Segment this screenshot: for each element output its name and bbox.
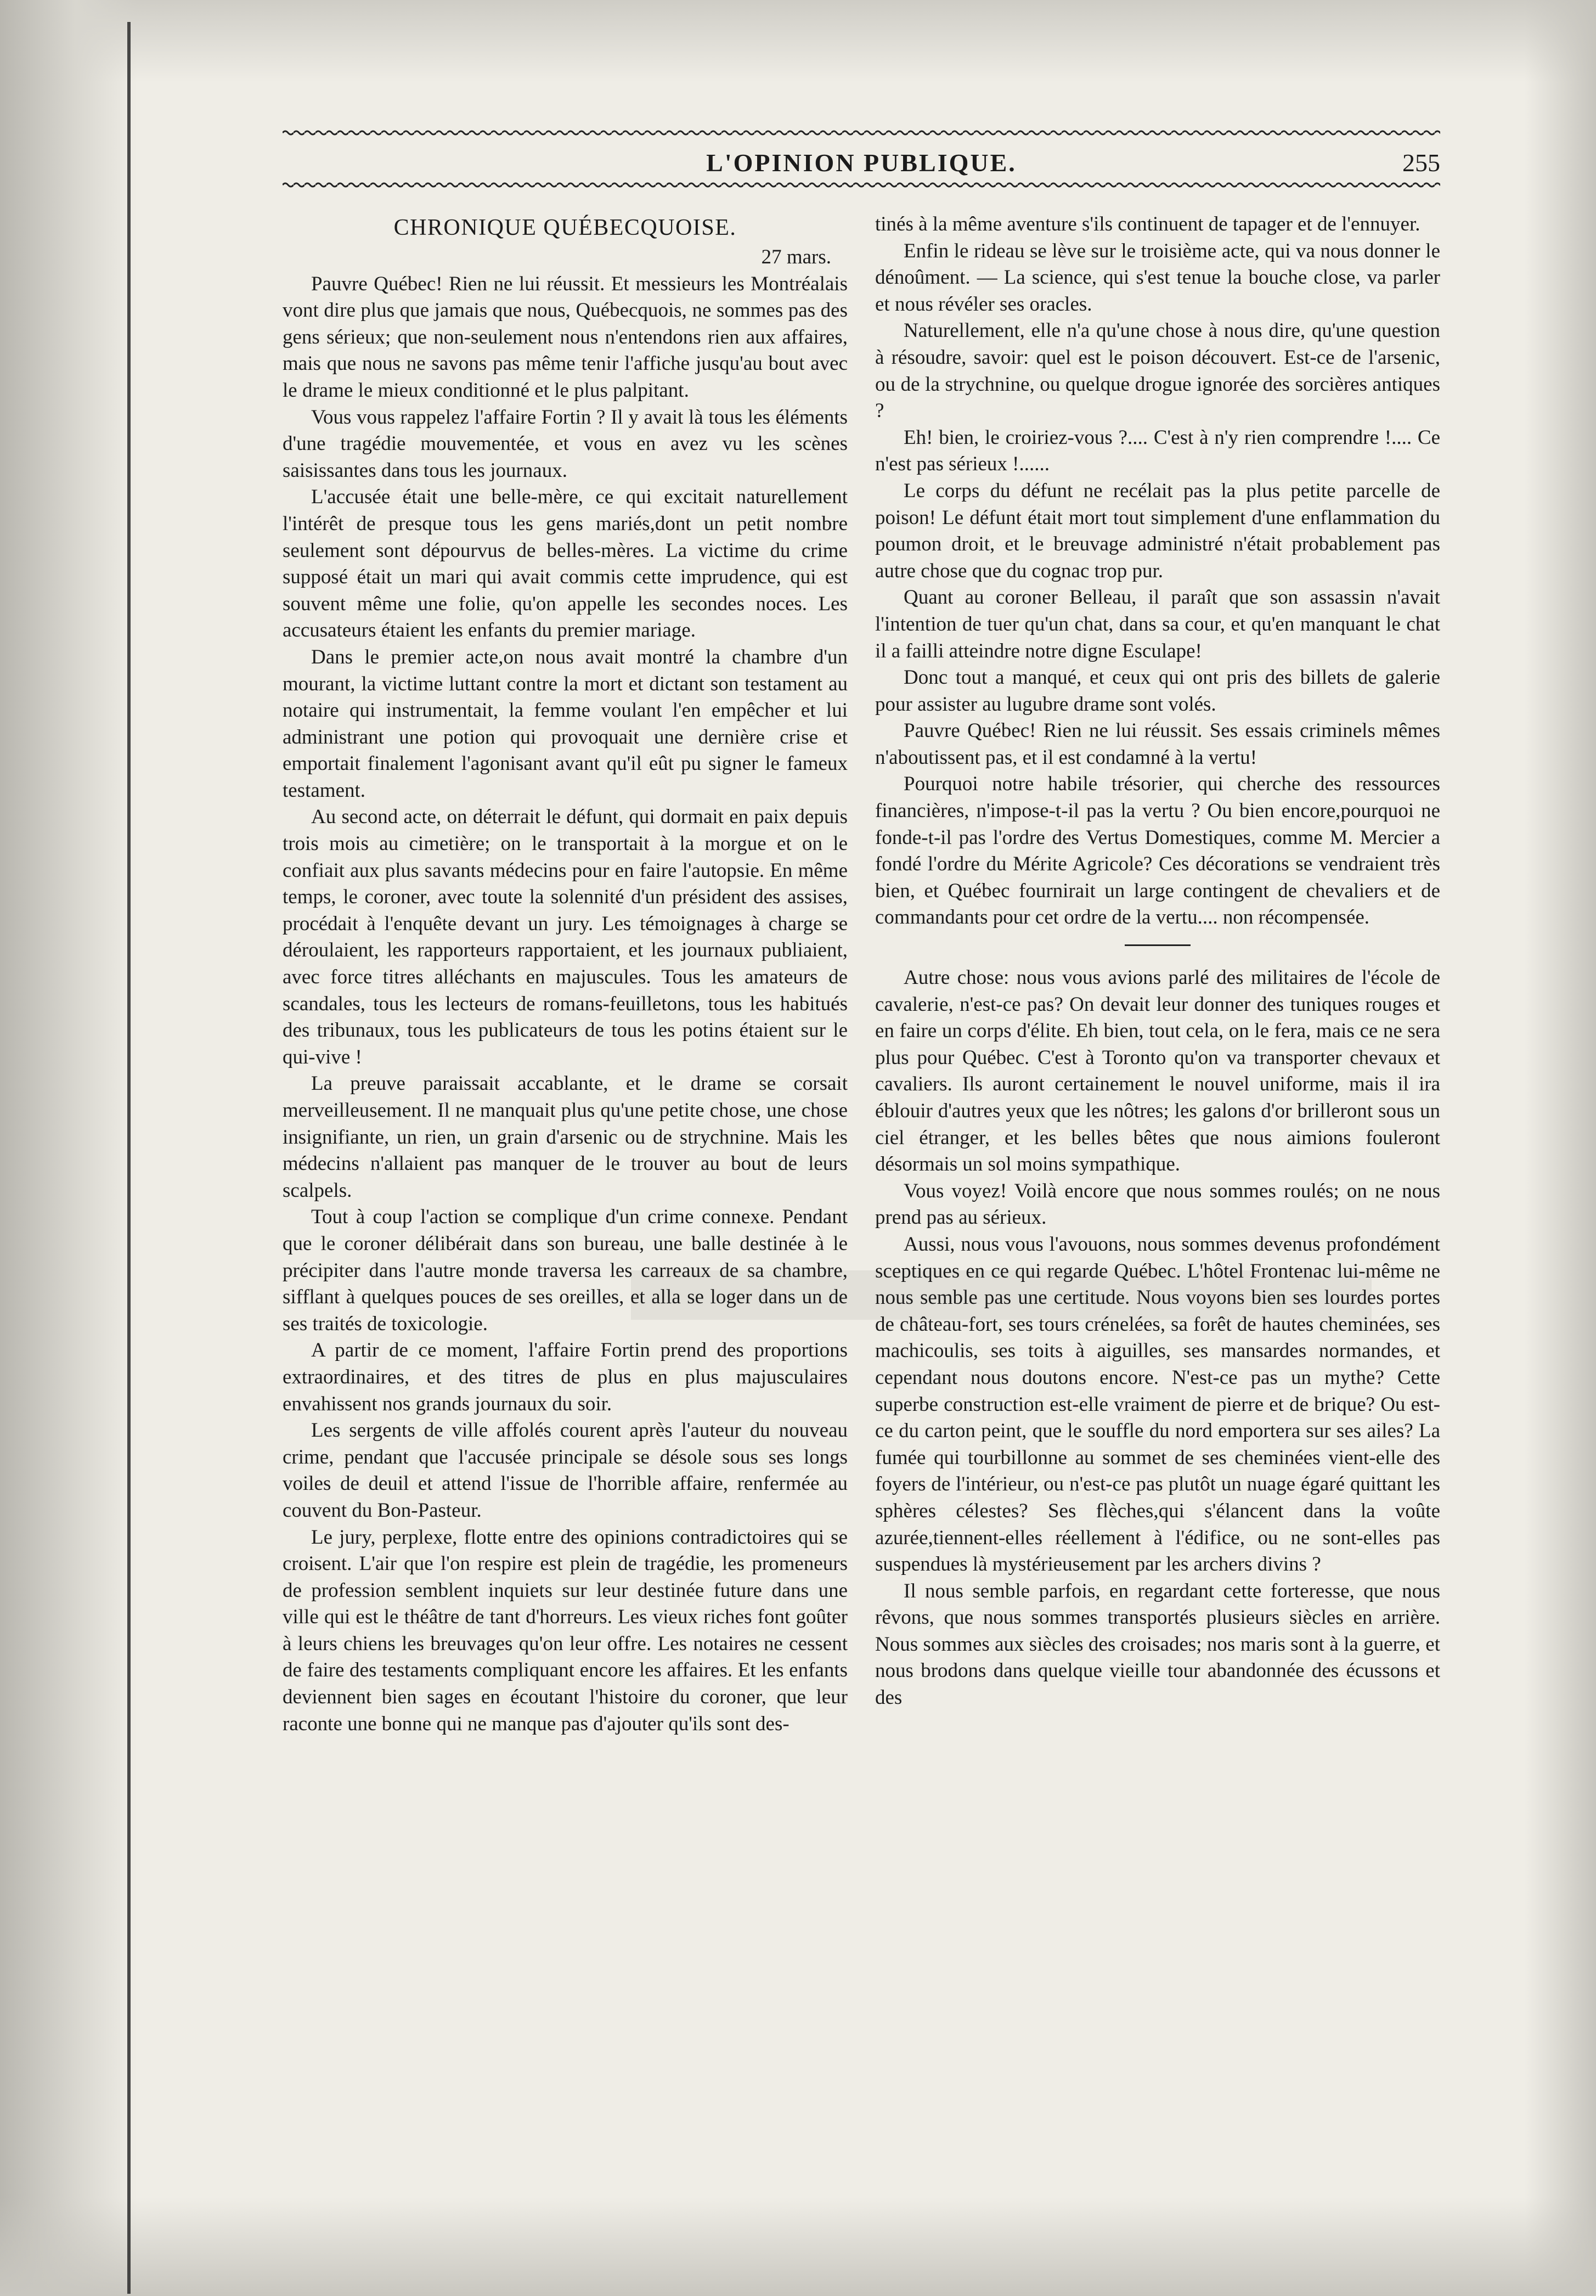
top-ornamental-rule — [283, 129, 1440, 137]
paragraph: Pourquoi notre habile trésorier, qui cherche des ressources financières, n'impose-t-il pas la vertu ? Ou bien encore,pourquoi ne fonde-t-il pas l'ordre des Vertus Domestiques, comme M. Mercier a fondé l'ordre du Mérite Agricole? Ces décorations se vendraient très bien, et Québec fournirait un large contingent de chevaliers et de commandants pour cet ordre de la vertu.... non récompensée. — [875, 773, 1440, 929]
paragraph: Au second acte, on déterrait le défunt, qui dormait en paix depuis trois mois au cimetière; on le transportait à la morgue et on le confiait aux plus savants médecins pour en faire l'autopsie. En même temps, le coroner, avec toute la solennité d'un président des assises, procédait à l'enquête devant un jury. Les témoignages à charge se déroulaient, les rapporteurs rapportaient, et les journaux publiaient, avec force titres alléchants en majuscules. Tous les amateurs de scandales, tous les lecteurs de romans-feuilletons, tous les habitués des tribunaux, tous les publicateurs de tous les potins étaient sur le qui-vive ! — [283, 806, 848, 1068]
paragraph: Il nous semble parfois, en regardant cette forteresse, que nous rêvons, que nous sommes transportés plusieurs siècles en arrière. Nous sommes aux siècles des croisades; nos maris sont à la guerre, et nous brodons dans quelque vieille tour abandonnée des écussons et des — [875, 1579, 1440, 1709]
article-dateline: 27 mars. — [761, 246, 831, 268]
paragraph: Eh! bien, le croiriez-vous ?.... C'est à n'y rien comprendre !.... Ce n'est pas sérieux !...... — [875, 426, 1440, 476]
paragraph: tinés à la même aventure s'ils continuent de tapager et de l'ennuyer. — [875, 213, 1420, 235]
paragraph: La preuve paraissait accablante, et le drame se corsait merveilleusement. Il ne manquait plus qu'une petite chose, une chose insignifiante, un rien, un grain d'arsenic ou de strychnine. Mais les médecins n'allaient pas manquer de le trouver au bout de leurs scalpels. — [283, 1072, 848, 1202]
paragraph: Tout à coup l'action se complique d'un crime connexe. Pendant que le coroner délibérait dans son bureau, une balle destinée à le précipiter dans l'autre monde traversa les carreaux de sa chambre, sifflant à quelques pouces de ses oreilles, et alla se loger dans un de ses traités de toxicologie. — [283, 1206, 848, 1335]
article-title: CHRONIQUE QUÉBECQUOISE. — [393, 215, 737, 240]
bottom-ornamental-rule — [283, 181, 1440, 189]
paragraph: Quant au coroner Belleau, il paraît que son assassin n'avait l'intention de tuer qu'un chat, dans sa cour, et qu'en manquant le chat il a failli atteindre notre digne Esculape! — [875, 586, 1440, 662]
scan-shadow-left — [0, 0, 137, 2296]
paragraph: A partir de ce moment, l'affaire Fortin prend des proportions extraordinaires, et des titres de plus en plus majusculaires envahissent nos grands journaux du soir. — [283, 1339, 848, 1415]
scan-shadow-right — [1525, 0, 1596, 2296]
paragraph: Autre chose: nous vous avions parlé des militaires de l'école de cavalerie, n'est-ce pas? On devait leur donner des tuniques rouges et en faire un corps d'élite. Eh bien, tout cela, on le fera, mais ce ne sera plus pour Québec. C'est à Toronto qu'on va transporter chevaux et cavaliers. Ils auront certainement le nouvel uniforme, mais il ira éblouir d'autres yeux que les nôtres; les galons d'or brilleront sous un ciel étranger, et les belles bêtes que nous aimions fouleront désormais un sol moins sympathique. — [875, 966, 1440, 1176]
scan-shadow-top — [0, 0, 1596, 82]
paragraph: Pauvre Québec! Rien ne lui réussit. Ses essais criminels mêmes n'aboutissent pas, et il est condamné à la vertu! — [875, 719, 1440, 769]
right-column — [875, 211, 1440, 1712]
paragraph: Donc tout a manqué, et ceux qui ont pris des billets de galerie pour assister au lugubre drame sont volés. — [875, 666, 1440, 716]
paragraph: Pauvre Québec! Rien ne lui réussit. Et messieurs les Montréalais vont dire plus que jamais que nous, Québecquois, ne sommes pas des gens sérieux; que non-seulement nous n'entendons rien aux affaires, mais que nous ne savons pas même tenir l'affiche jusqu'au bout avec le drame le mieux conditionné et le plus palpitant. — [283, 272, 848, 402]
paragraph: Aussi, nous vous l'avouons, nous sommes devenus profondément sceptiques en ce qui regarde Québec. L'hôtel Frontenac lui-même ne nous semble pas une certitude. Nous voyons bien ses lourdes portes de château-fort, ses tours crénelées, sa forêt de hautes cheminées, ses machicoulis, ses toits à aiguilles, ses mansardes normandes, et cependant nous doutons encore. N'est-ce pas un mythe? Cette superbe construction est-elle vraiment de pierre et de brique? Ou est-ce du carton peint, que le souffle du nord emportera sur ses ailes? La fumée qui tourbillonne au sommet de ses cheminées vient-elle des foyers de l'intérieur, ou n'est-ce pas plutôt un nuage égaré quittant les sphères célestes? Ses flèches,qui s'élancent dans la voûte azurée,tiennent-elles réellement à l'édifice, ou ne sont-elles pas suspendues là mystérieusement par les archers divins ? — [875, 1233, 1440, 1576]
paragraph: Vous voyez! Voilà encore que nous sommes roulés; on ne nous prend pas au sérieux. — [875, 1179, 1440, 1229]
paragraph: L'accusée était une belle-mère, ce qui excitait naturellement l'intérêt de presque tous les gens mariés,dont un petit nombre seulement sont dépourvus de belles-mères. La victime du crime supposé était un mari qui avait commis cette imprudence, qui est souvent même une folie, qu'on appelle les secondes noces. Les accusateurs étaient les enfants du premier mariage. — [283, 486, 848, 642]
binding-margin-line — [127, 22, 131, 2294]
paragraph: Les sergents de ville affolés courent après l'auteur du nouveau crime, pendant que l'accusée principale se désole sous ses longs voiles de deuil et attend l'issue de l'horrible affaire, renfermée au couvent du Bon-Pasteur. — [283, 1419, 848, 1522]
paragraph: Le corps du défunt ne recélait pas la plus petite parcelle de poison! Le défunt était mort tout simplement d'une enflammation du poumon droit, et le breuvage administré n'était probablement pas autre chose que du cognac trop pur. — [875, 479, 1440, 582]
paragraph: Vous vous rappelez l'affaire Fortin ? Il y avait là tous les éléments d'une tragédie mouvementée, et vous en avez vu les scènes saisissantes dans tous les journaux. — [283, 406, 848, 482]
left-column — [283, 211, 848, 1737]
paragraph: Le jury, perplexe, flotte entre des opinions contradictoires qui se croisent. L'air que l'on respire est plein de tragédie, les promeneurs de profession semblent inquiets sur leur destinée future dans une ville qui est le théâtre de tant d'horreurs. Les vieux riches font goûter à leurs chiens les breuvages qu'on leur offre. Les notaires ne cessent de faire des testaments compliquant encore les affaires. Et les enfants deviennent bien sages en écoutant l'histoire du coroner, que leur raconte une bonne qui ne manque pas d'ajouter qu'ils sont des- — [283, 1526, 848, 1735]
journal-title: L'OPINION PUBLIQUE. — [706, 149, 1017, 177]
paragraph: Naturellement, elle n'a qu'une chose à nous dire, qu'une question à résoudre, savoir: quel est le poison découvert. Est-ce de l'arsenic, ou de la strychnine, ou quelque drogue ignorée des sorcières antiques ? — [875, 319, 1440, 423]
section-divider — [1125, 944, 1191, 946]
scan-shadow-bottom — [0, 2197, 1596, 2296]
paragraph: Enfin le rideau se lève sur le troisième acte, qui va nous donner le dénoûment. — La science, qui s'est tenue la bouche close, va parler et nous révéler ses oracles. — [875, 239, 1440, 316]
paragraph: Dans le premier acte,on nous avait montré la chambre d'un mourant, la victime luttant contre la mort et dictant son testament au notaire qui instrumentait, la femme voulant l'en empêcher et lui administrant une potion qui provoquait une dernière crise et emportait finalement l'agonisant avant qu'il eût pu signer le fameux testament. — [283, 645, 848, 802]
page-number: 255 — [1402, 149, 1440, 177]
